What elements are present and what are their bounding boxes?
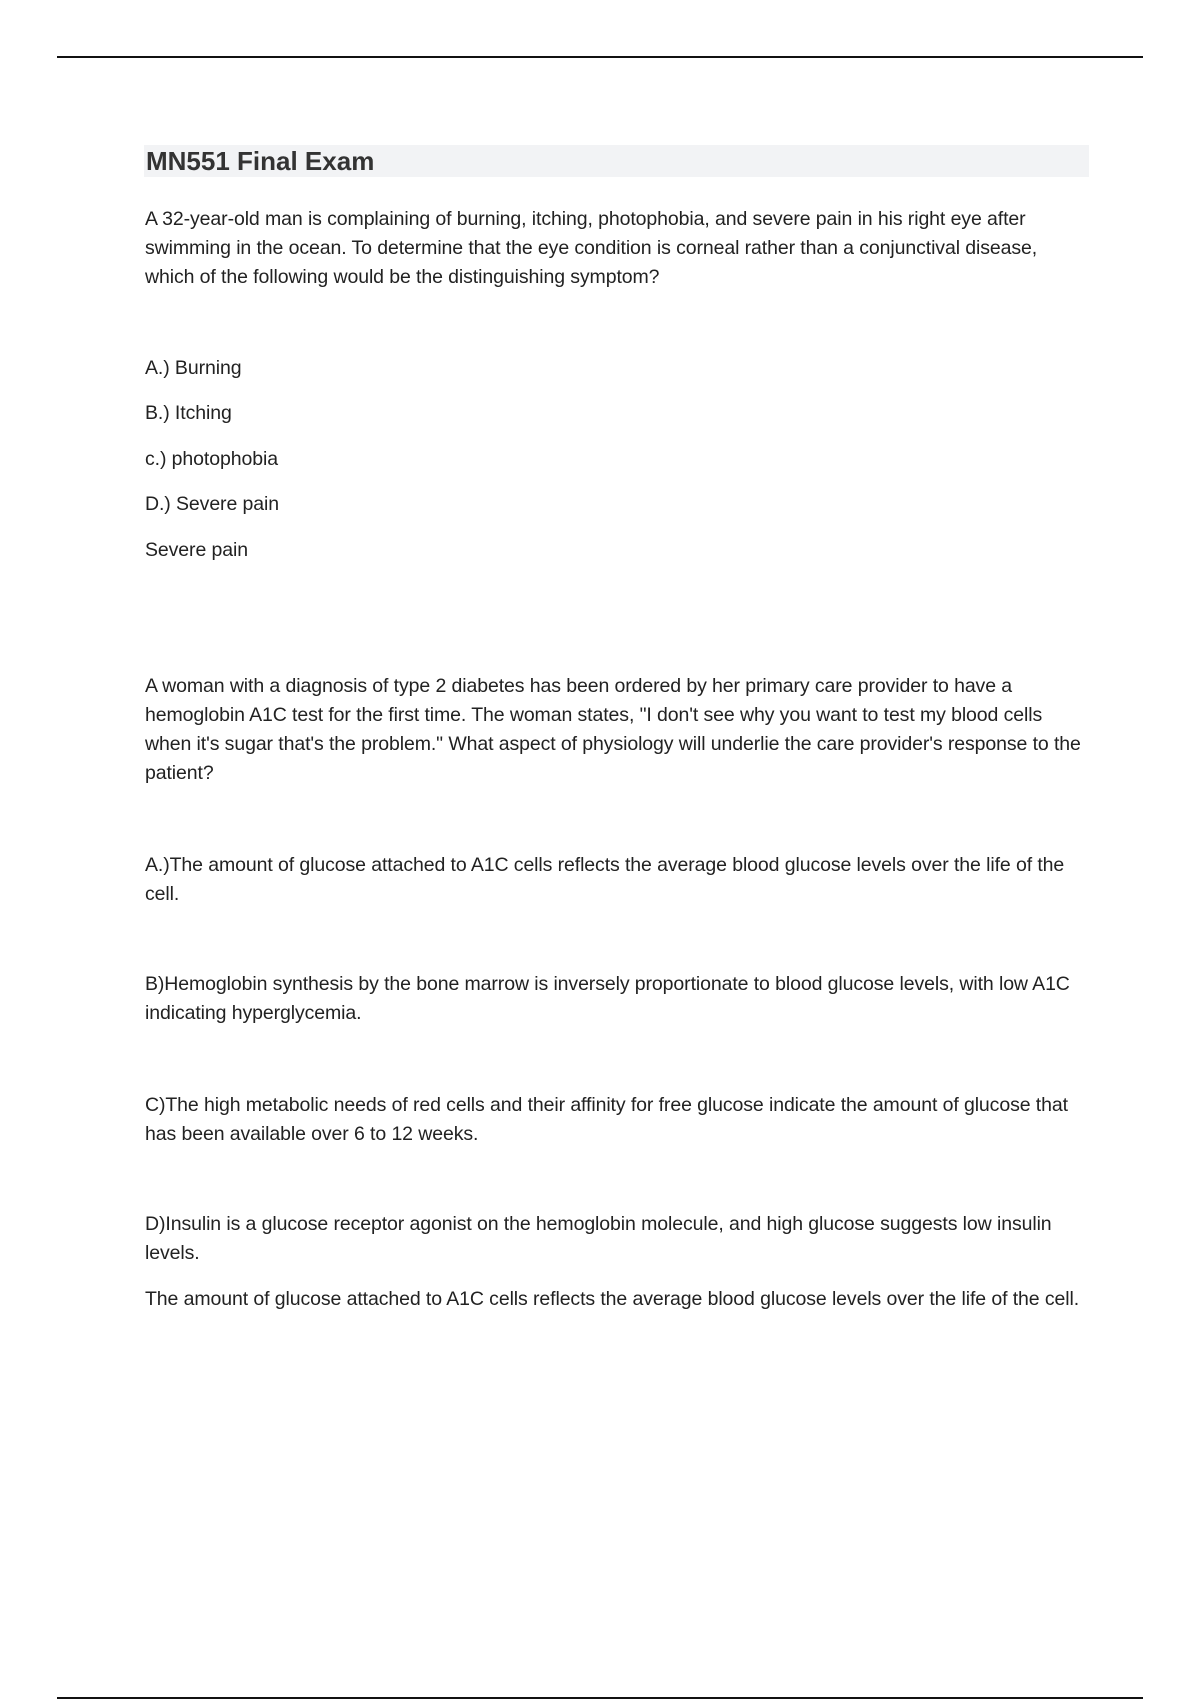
question-2-stem: A woman with a diagnosis of type 2 diabetes has been ordered by her primary care provider to have a hemoglobin A1C test for the first time. The woman states, "I don't see why you want to test my blood cells when it's sugar that's the problem." What aspect of physiology will underlie the care provider's response to the patient?	[145, 675, 1081, 784]
footer-divider	[57, 1697, 1143, 1699]
question-2-option-c: C)The high metabolic needs of red cells and their affinity for free glucose indicate the amount of glucose that has been available over 6 to 12 weeks.	[145, 1094, 1068, 1145]
question-2-option-a: A.)The amount of glucose attached to A1C cells reflects the average blood glucose levels over the life of the cell.	[145, 854, 1065, 905]
header-divider	[57, 56, 1143, 58]
question-1-option-c: c.) photophobia	[145, 448, 278, 470]
question-1-option-b: B.) Itching	[145, 402, 232, 424]
question-1-answer: Severe pain	[145, 539, 248, 561]
question-2-option-b: B)Hemoglobin synthesis by the bone marrow is inversely proportionate to blood glucose levels, with low A1C indicating hyperglycemia.	[145, 973, 1070, 1024]
question-2-option-d: D)Insulin is a glucose receptor agonist on the hemoglobin molecule, and high glucose suggests low insulin levels.	[145, 1213, 1052, 1264]
question-1-stem: A 32-year-old man is complaining of burning, itching, photophobia, and severe pain in his right eye after swimming in the ocean. To determine that the eye condition is corneal rather than a conjunctival disease, which of the following would be the distinguishing symptom?	[145, 208, 1038, 288]
question-2-answer: The amount of glucose attached to A1C cells reflects the average blood glucose levels over the life of the cell.	[145, 1288, 1080, 1310]
page-title: MN551 Final Exam	[146, 146, 375, 176]
question-1-option-d: D.) Severe pain	[145, 493, 279, 515]
question-1-option-a: A.) Burning	[145, 357, 242, 379]
